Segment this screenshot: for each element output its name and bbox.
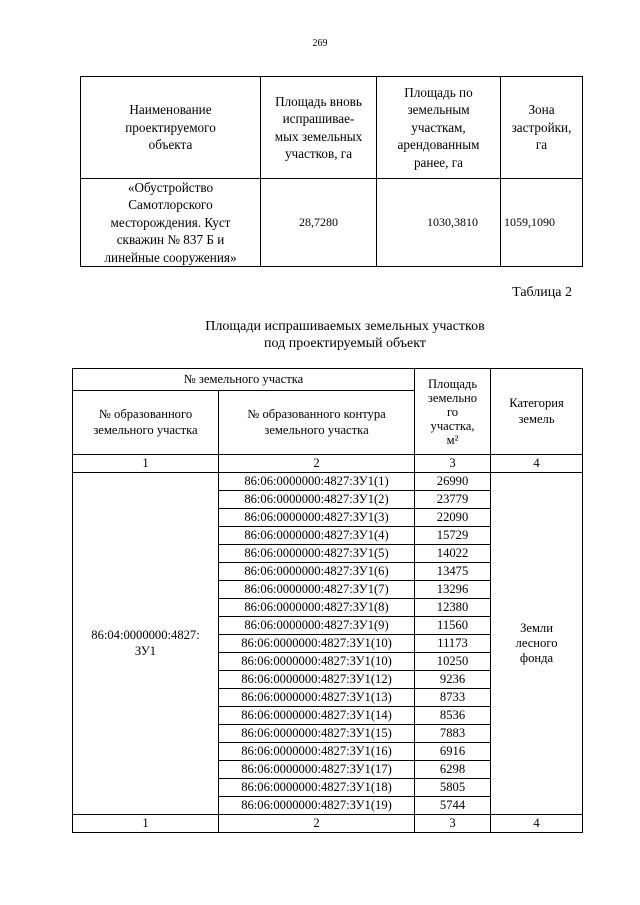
contour-number: 86:06:0000000:4827:ЗУ1(16): [219, 743, 415, 761]
land-parcels-table: [72, 368, 583, 833]
parcel-number: 86:04:0000000:4827: ЗУ1: [73, 473, 219, 815]
page-number: 269: [312, 38, 328, 49]
column-number: 2: [219, 455, 415, 473]
area-value: 13475: [415, 563, 491, 581]
contour-number: 86:06:0000000:4827:ЗУ1(4): [219, 527, 415, 545]
leased-area-value: 1030,3810: [377, 179, 501, 267]
header-object-name: Наименование проектируемого объекта: [81, 77, 261, 179]
header-area: Площадь земельно го участка, м²: [415, 369, 491, 455]
contour-number: 86:06:0000000:4827:ЗУ1(7): [219, 581, 415, 599]
header-parcel-group: № земельного участка: [73, 369, 415, 391]
area-value: 8536: [415, 707, 491, 725]
contour-number: 86:06:0000000:4827:ЗУ1(12): [219, 671, 415, 689]
area-value: 7883: [415, 725, 491, 743]
area-value: 5805: [415, 779, 491, 797]
table-label: Таблица 2: [512, 285, 572, 300]
area-value: 11560: [415, 617, 491, 635]
header-new-area: Площадь вновь испрашивае- мых земельных участков, га: [261, 77, 377, 179]
project-object-table: [80, 76, 583, 267]
header-parcel-number: № образованного земельного участка: [73, 391, 219, 455]
area-value: 26990: [415, 473, 491, 491]
column-number: 4: [491, 455, 583, 473]
area-value: 13296: [415, 581, 491, 599]
table-row: [73, 473, 583, 491]
contour-number: 86:06:0000000:4827:ЗУ1(13): [219, 689, 415, 707]
column-number-row: [73, 815, 583, 833]
area-value: 14022: [415, 545, 491, 563]
area-value: 15729: [415, 527, 491, 545]
contour-number: 86:06:0000000:4827:ЗУ1(15): [219, 725, 415, 743]
header-category: Категория земель: [491, 369, 583, 455]
table-header-row: [73, 369, 583, 391]
column-number: 3: [415, 815, 491, 833]
contour-number: 86:06:0000000:4827:ЗУ1(5): [219, 545, 415, 563]
header-zone: Зона застройки, га: [501, 77, 583, 179]
column-number: 1: [73, 815, 219, 833]
contour-number: 86:06:0000000:4827:ЗУ1(6): [219, 563, 415, 581]
header-leased-area: Площадь по земельным участкам, арендованным ранее, га: [377, 77, 501, 179]
area-value: 8733: [415, 689, 491, 707]
table-header-row: [81, 77, 583, 179]
zone-value: 1059,1090: [501, 179, 583, 267]
contour-number: 86:06:0000000:4827:ЗУ1(2): [219, 491, 415, 509]
new-area-value: 28,7280: [261, 179, 377, 267]
land-category: Земли лесного фонда: [491, 473, 583, 815]
header-contour-number: № образованного контура земельного участка: [219, 391, 415, 455]
contour-number: 86:06:0000000:4827:ЗУ1(10): [219, 635, 415, 653]
contour-number: 86:06:0000000:4827:ЗУ1(9): [219, 617, 415, 635]
column-number: 2: [219, 815, 415, 833]
contour-number: 86:06:0000000:4827:ЗУ1(17): [219, 761, 415, 779]
contour-number: 86:06:0000000:4827:ЗУ1(3): [219, 509, 415, 527]
area-value: 6916: [415, 743, 491, 761]
table-row: [81, 179, 583, 267]
contour-number: 86:06:0000000:4827:ЗУ1(14): [219, 707, 415, 725]
area-value: 5744: [415, 797, 491, 815]
area-value: 11173: [415, 635, 491, 653]
table-caption: Площади испрашиваемых земельных участков под проектируемый объект: [205, 319, 485, 351]
contour-number: 86:06:0000000:4827:ЗУ1(18): [219, 779, 415, 797]
contour-number: 86:06:0000000:4827:ЗУ1(1): [219, 473, 415, 491]
contour-number: 86:06:0000000:4827:ЗУ1(19): [219, 797, 415, 815]
contour-number: 86:06:0000000:4827:ЗУ1(10): [219, 653, 415, 671]
area-value: 6298: [415, 761, 491, 779]
area-value: 23779: [415, 491, 491, 509]
contour-number: 86:06:0000000:4827:ЗУ1(8): [219, 599, 415, 617]
area-value: 9236: [415, 671, 491, 689]
area-value: 12380: [415, 599, 491, 617]
area-value: 10250: [415, 653, 491, 671]
column-number-row: [73, 455, 583, 473]
column-number: 3: [415, 455, 491, 473]
column-number: 4: [491, 815, 583, 833]
column-number: 1: [73, 455, 219, 473]
area-value: 22090: [415, 509, 491, 527]
object-name: «Обустройство Самотлорского месторождения. Куст скважин № 837 Б и линейные сооружения»: [81, 179, 261, 267]
